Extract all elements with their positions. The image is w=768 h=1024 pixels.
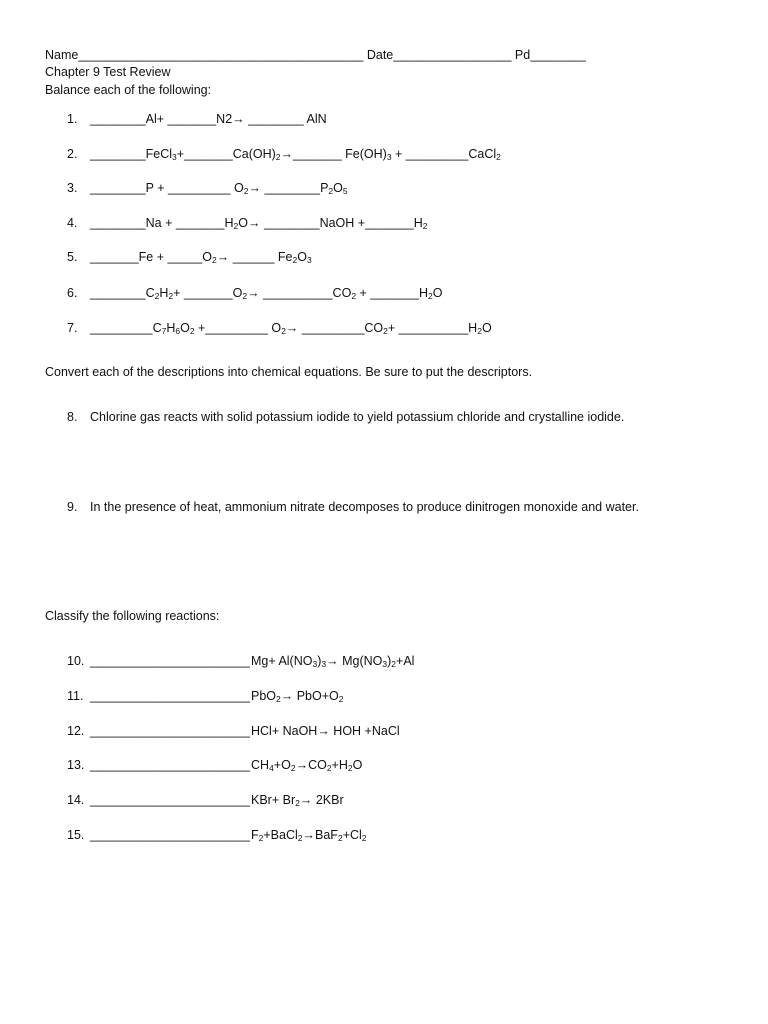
balance-equation: ________Na + $\_\_\_\_\_\_\_H_2O\to$ ________NaOH $+\_\_\_\_\_\_\_H_2$ <box>90 216 428 231</box>
answer-blank: _______________________ <box>90 758 250 772</box>
convert-instruction: Convert each of the descriptions into chemical equations. Be sure to put the descriptors. <box>45 365 533 379</box>
item-number: 6. <box>67 286 78 300</box>
reaction-equation: $F_2+BaCl_2\to BaF_2+Cl_2$ <box>251 828 367 843</box>
balance-equation: ________Al+ _______N2→ ________ AlN <box>90 112 327 126</box>
description-text: Chlorine gas reacts with solid potassium iodide to yield potassium chloride and crystalline iodide. <box>90 410 625 424</box>
classify-instruction: Classify the following reactions: <box>45 609 220 623</box>
reaction-equation: $KBr+ Br_2\to 2KBr$ <box>251 793 344 808</box>
item-number: 10. <box>67 654 85 668</box>
item-number: 13. <box>67 758 85 772</box>
balance-instruction: Balance each of the following: <box>45 83 212 97</box>
answer-blank: _______________________ <box>90 793 250 807</box>
balance-equation: ________P + _________ $O_2\to$ $\_\_\_\_\_\_\_\_P_2O_5$ <box>90 181 348 196</box>
item-number: 2. <box>67 147 78 161</box>
item-number: 15. <box>67 828 85 842</box>
page-title: Chapter 9 Test Review <box>45 65 171 79</box>
item-number: 14. <box>67 793 85 807</box>
item-number: 12. <box>67 724 85 738</box>
reaction-equation: $PbO_2\to PbO+O_2$ <box>251 689 344 704</box>
balance-equation: $\_\_\_\_\_\_\_\_\_C_7H_6O_2$ +_________ $O_2\to$ $\_\_\_\_\_\_\_\_\_CO_2+$ $\_\_\_\_\_\_\_\_\_\_H_2O$ <box>90 321 492 336</box>
reaction-equation: $Mg+ Al(NO_3)_3\to Mg(NO_3)_2+Al$ <box>251 654 415 669</box>
item-number: 1. <box>67 112 78 126</box>
item-number: 7. <box>67 321 78 335</box>
reaction-equation: HCl+ NaOH→ HOH +NaCl <box>251 724 400 738</box>
reaction-equation: $CH_4+O_2\to CO_2+H_2O$ <box>251 758 363 773</box>
balance-equation: $\_\_\_\_\_\_\_\_C_2H_2+$ $\_\_\_\_\_\_\_O_2\to$ $\_\_\_\_\_\_\_\_\_\_CO_2$ + $\_\_\_\_\_\_\_H_2O$ <box>90 286 443 301</box>
item-number: 9. <box>67 500 78 514</box>
item-number: 8. <box>67 410 78 424</box>
item-number: 4. <box>67 216 78 230</box>
balance-equation: _______Fe + $\_\_\_\_\_O_2\to$ ______ $Fe_2O_3$ <box>90 250 312 265</box>
item-number: 3. <box>67 181 78 195</box>
answer-blank: _______________________ <box>90 654 250 668</box>
item-number: 11. <box>67 689 84 703</box>
answer-blank: _______________________ <box>90 724 250 738</box>
description-text: In the presence of heat, ammonium nitrate decomposes to produce dinitrogen monoxide and water. <box>90 500 639 514</box>
answer-blank: _______________________ <box>90 689 250 703</box>
answer-blank: _______________________ <box>90 828 250 842</box>
balance-equation: $\_\_\_\_\_\_\_\_FeCl_3+\_\_\_\_\_\_\_Ca(OH)_2\to\_\_\_\_\_\_\_$ $Fe(OH)_3$ + _________CaCl$_2$ <box>90 147 501 162</box>
name-date-period-line: Name_________________________________________ Date_________________ Pd________ <box>45 48 586 62</box>
item-number: 5. <box>67 250 78 264</box>
